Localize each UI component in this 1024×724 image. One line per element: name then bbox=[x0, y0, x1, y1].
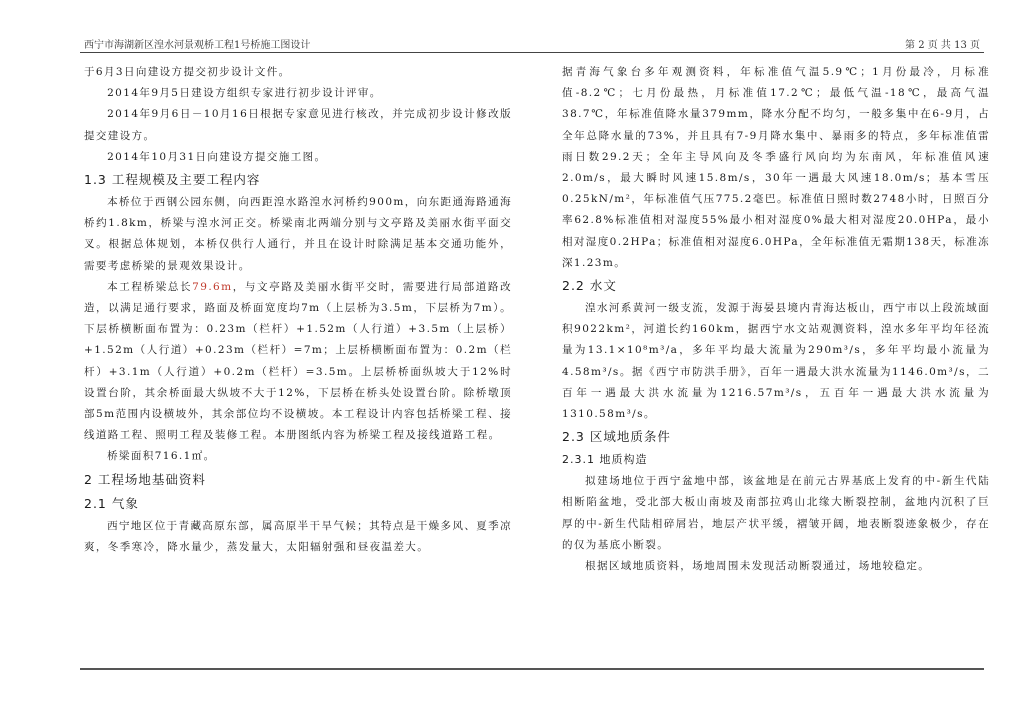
text-span: 本工程桥梁总长 bbox=[107, 280, 193, 293]
paragraph: 西宁地区位于青藏高原东部，属高原半干旱气候；其特点是干燥多风、夏季凉爽，冬季寒冷，降水量少，蒸发量大，太阳辐射强和昼夜温差大。 bbox=[84, 519, 512, 553]
header-rule bbox=[80, 52, 984, 53]
page-number: 第 2 页 共 13 页 bbox=[905, 40, 980, 51]
section-heading: 2.2 水文 bbox=[562, 278, 617, 294]
subsection-heading: 2.3.1 地质构造 bbox=[562, 453, 648, 467]
paragraph: 据青海气象台多年观测资料，年标准值气温5.9℃；1月份最冷，月标准值-8.2℃；七月份最热，月标准值17.2℃；最低气温-18℃，最高气温38.7℃，年标准值降水量379mm，降水分配不均匀，一般多集中在6-9月，占全年总降水量的73%，并且具有7-9月降水集中、暴雨多的特点，多年标准值雷雨日数29.2天；全年主导风向及冬季盛行风向均为东南风，年标准值风速2.0m/s，最大瞬时风速15.8m/s，30年一遇最大风速18.0m/s；基本雪压0.25kN/m²，年标准值气压775.2毫巴。标准值日照时数2748小时，日照百分率62.8%标准值相对湿度55%最小相对湿度0%最大相对湿度20.0HPa，最小相对湿度0.2HPa；标准值相对湿度6.0HPa，全年标准值无霜期138天，标准冻深1.23m。 bbox=[562, 66, 990, 269]
left-column bbox=[84, 62, 512, 558]
page-header bbox=[80, 34, 984, 50]
section-heading: 2.1 气象 bbox=[84, 495, 139, 511]
paragraph: 2014年10月31日向建设方提交施工图。 bbox=[107, 150, 327, 163]
footer-rule bbox=[80, 668, 984, 670]
paragraph: 于6月3日向建设方提交初步设计文件。 bbox=[84, 66, 291, 78]
paragraph: 2014年9月6日－10月16日根据专家意见进行核改，并完成初步设计修改版提交建设方。 bbox=[84, 108, 512, 142]
section-heading: 1.3 工程规模及主要工程内容 bbox=[84, 172, 261, 188]
paragraph: 拟建场地位于西宁盆地中部，该盆地是在前元古界基底上发育的中-新生代陆相断陷盆地，受北部大板山南坡及南部拉鸡山北缘大断裂控制，盆地内沉积了巨厚的中-新生代陆相碎屑岩，地层产状平缓，褶皱开阔，地表断裂迹象极少，存在的仅为基底小断裂。 bbox=[562, 475, 990, 551]
document-title: 西宁市海湖新区湟水河景观桥工程1号桥施工图设计 bbox=[84, 40, 311, 51]
paragraph: 2014年9月5日建设方组织专家进行初步设计评审。 bbox=[107, 87, 382, 100]
text-span: ，与文亭路及美丽水街平交时，需要进行局部道路改造，以满足通行要求，路面及桥面宽度均7m（上层桥为3.5m，下层桥为7m）。下层桥横断面布置为：0.23m（栏杆）+1.52m（人行道）+3.5m（上层桥）+1.52m（人行道）+0.23m（栏杆）=7m；上层桥横断面布置为：0.2m（栏杆）+3.1m（人行道）+0.2m（栏杆）=3.5m。上层桥桥面纵坡大于12%时设置台阶，其余桥面最大纵坡不大于12%，下层桥在桥头处设置台阶。除桥墩顶部5m范围内设横坡外，其余部位均不设横坡。本工程设计内容包括桥梁工程、接线道路工程、照明工程及装修工程。本册图纸内容为桥梁工程及接线道路工程。 bbox=[84, 280, 512, 442]
highlighted-length: 79.6m bbox=[192, 280, 233, 293]
paragraph bbox=[84, 277, 512, 447]
chapter-heading: 2 工程场地基础资料 bbox=[84, 471, 206, 487]
paragraph: 桥梁面积716.1㎡。 bbox=[107, 450, 216, 463]
paragraph: 本桥位于西钢公园东侧，向西距湟水路湟水河桥约900m，向东距通海路通海桥约1.8km，桥梁与湟水河正交。桥梁南北两端分别与文亭路及美丽水街平面交叉。根据总体规划，本桥仅供行人通行，并且在设计时除满足基本交通功能外，需要考虑桥梁的景观效果设计。 bbox=[84, 196, 512, 272]
paragraph: 湟水河系黄河一级支流，发源于海晏县境内青海达板山，西宁市以上段流域面积9022km²，河道长约160km，据西宁水文站观测资料，湟水多年平均年径流量为13.1×10⁸m³/a，多年平均最大流量为290m³/s，多年平均最小流量为4.58m³/s。据《西宁市防洪手册》，百年一遇最大洪水流量为1146.0m³/s，二百年一遇最大洪水流量为1216.57m³/s，五百年一遇最大洪水流量为1310.58m³/s。 bbox=[562, 302, 990, 421]
section-heading: 2.3 区域地质条件 bbox=[562, 429, 671, 445]
paragraph: 根据区域地质资料，场地周围未发现活动断裂通过，场地较稳定。 bbox=[585, 560, 931, 573]
right-column bbox=[562, 62, 990, 577]
